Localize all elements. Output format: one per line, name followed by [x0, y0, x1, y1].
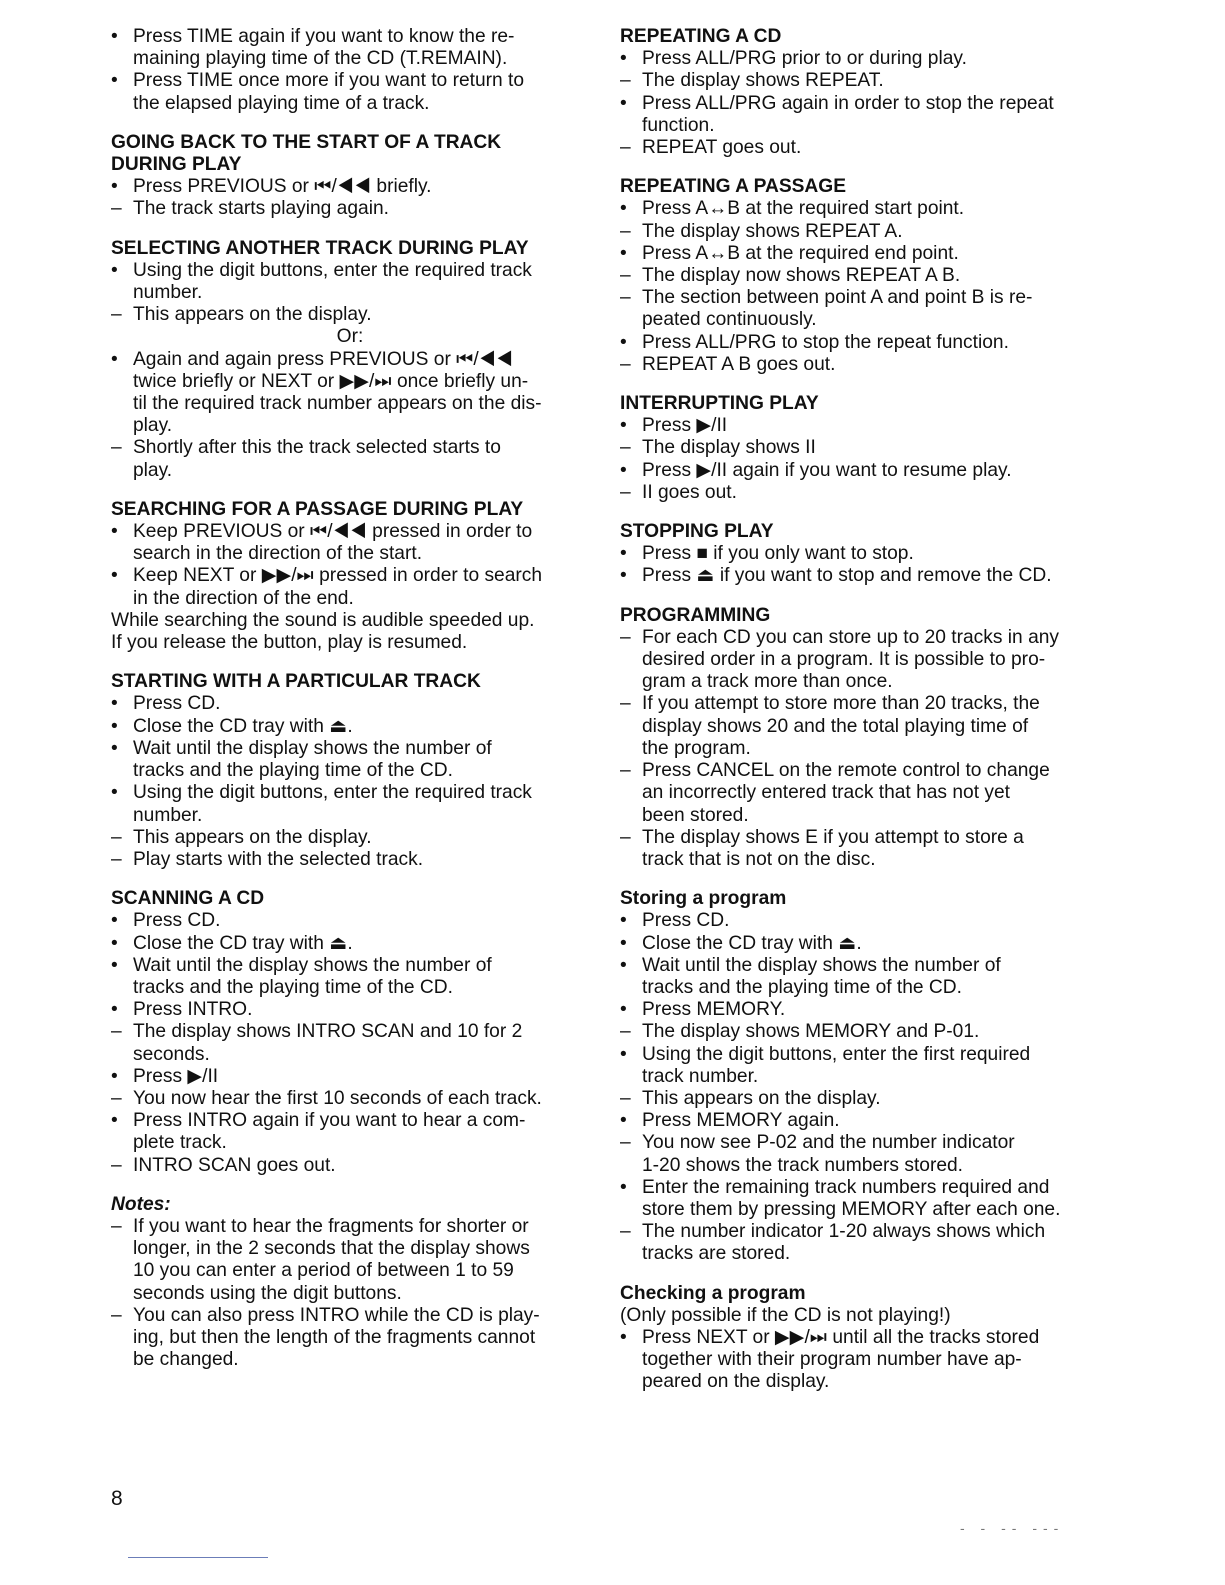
- line-text: Press PREVIOUS or ⏮/◀◀ briefly.: [133, 176, 432, 198]
- line-text: peated continuously.: [642, 309, 817, 331]
- line-text: Press CD.: [133, 910, 221, 932]
- line-text: Wait until the display shows the number of: [133, 954, 492, 976]
- line-text: This appears on the display.: [642, 1087, 881, 1109]
- line-text: function.: [642, 114, 715, 136]
- line-text: The display shows MEMORY and P-01.: [642, 1021, 980, 1043]
- dash-icon: –: [620, 137, 631, 159]
- bullet-icon: •: [111, 521, 118, 543]
- line-text: The display shows REPEAT.: [642, 70, 884, 92]
- text-line: [111, 977, 589, 999]
- text-line: [620, 1243, 1100, 1265]
- text-line: [111, 693, 589, 715]
- bullet-icon: •: [111, 1110, 118, 1132]
- section-heading: SEARCHING FOR A PASSAGE DURING PLAY: [111, 498, 524, 520]
- line-text: The display now shows REPEAT A B.: [642, 265, 961, 287]
- text-line: [111, 1044, 589, 1066]
- line-text: number.: [133, 282, 203, 304]
- text-line: [620, 1371, 1100, 1393]
- dash-icon: –: [620, 1087, 631, 1109]
- line-text: Press MEMORY.: [642, 999, 786, 1021]
- line-text: seconds using the digit buttons.: [133, 1282, 402, 1304]
- dash-icon: –: [111, 1304, 122, 1326]
- line-text: Press ALL/PRG again in order to stop the repeat: [642, 92, 1054, 114]
- line-text: Enter the remaining track numbers required and: [642, 1176, 1050, 1198]
- text-line: [620, 221, 1100, 243]
- bullet-icon: •: [111, 910, 118, 932]
- text-line: [111, 760, 589, 782]
- text-line: [620, 1132, 1100, 1154]
- text-line: [620, 287, 1100, 309]
- line-text: Press CANCEL on the remote control to change: [642, 760, 1050, 782]
- line-text: Press ▶/II: [133, 1065, 219, 1087]
- text-line: [620, 1221, 1100, 1243]
- bullet-icon: •: [620, 48, 627, 70]
- dash-icon: –: [111, 848, 122, 870]
- bullet-icon: •: [620, 1326, 627, 1348]
- text-line: [111, 349, 589, 371]
- dash-icon: –: [620, 437, 631, 459]
- text-line: [111, 910, 589, 932]
- bullet-icon: •: [620, 565, 627, 587]
- line-text: the program.: [642, 737, 751, 759]
- text-line: [111, 565, 589, 587]
- line-text: tracks and the playing time of the CD.: [133, 976, 453, 998]
- bullet-icon: •: [111, 70, 118, 92]
- text-line: [111, 198, 589, 220]
- text-line: [620, 955, 1100, 977]
- line-text: Press ALL/PRG prior to or during play.: [642, 48, 967, 70]
- text-line: [620, 716, 1100, 738]
- section-heading: Checking a program: [620, 1282, 806, 1304]
- bullet-icon: •: [620, 92, 627, 114]
- text-line: [111, 26, 589, 48]
- text-line: [620, 309, 1100, 331]
- line-text: For each CD you can store up to 20 tracks in any: [642, 626, 1060, 648]
- line-text: Play starts with the selected track.: [133, 848, 424, 870]
- line-text: Again and again press PREVIOUS or ⏮/◀◀: [133, 348, 513, 370]
- line-text: desired order in a program. It is possible to pro-: [642, 649, 1046, 671]
- dash-icon: –: [111, 1087, 122, 1109]
- text-line: [620, 198, 1100, 220]
- dash-icon: –: [111, 1215, 122, 1237]
- text-line: [620, 48, 1100, 70]
- line-text: Press TIME once more if you want to return to: [133, 70, 525, 92]
- line-text: While searching the sound is audible speeded up.: [111, 609, 535, 631]
- text-line: [111, 176, 589, 198]
- text-line: [111, 48, 589, 70]
- text-line: [620, 999, 1100, 1021]
- text-line: [620, 805, 1100, 827]
- text-line: [620, 1110, 1100, 1132]
- line-text: Press INTRO.: [133, 999, 253, 1021]
- line-text: together with their program number have ap-: [642, 1349, 1022, 1371]
- line-text: plete track.: [133, 1132, 227, 1154]
- line-text: Press CD.: [133, 693, 221, 715]
- text-line: [111, 1021, 589, 1043]
- text-line: [111, 1260, 589, 1282]
- text-line: [111, 955, 589, 977]
- line-text: Wait until the display shows the number of: [642, 954, 1001, 976]
- line-text: REPEAT goes out.: [642, 137, 802, 159]
- bullet-icon: •: [620, 331, 627, 353]
- text-line: [620, 354, 1100, 376]
- intro-section: [111, 26, 589, 115]
- text-line: [620, 1021, 1100, 1043]
- text-line: [111, 1238, 589, 1260]
- line-text: play.: [133, 459, 173, 481]
- text-line: [620, 693, 1100, 715]
- dash-icon: –: [111, 198, 122, 220]
- bullet-icon: •: [111, 176, 118, 198]
- bullet-icon: •: [620, 459, 627, 481]
- dash-icon: –: [111, 304, 122, 326]
- text-line: [111, 1066, 589, 1088]
- text-line: [620, 137, 1100, 159]
- bullet-icon: •: [111, 737, 118, 759]
- text-line: [620, 760, 1100, 782]
- line-text: The display shows II: [642, 437, 816, 459]
- dash-icon: –: [620, 220, 631, 242]
- text-line: [111, 260, 589, 282]
- scanning-section: [111, 888, 589, 1177]
- line-text: Using the digit buttons, enter the required track: [133, 782, 532, 804]
- text-line: [620, 933, 1100, 955]
- dash-icon: –: [620, 1021, 631, 1043]
- line-text: Press MEMORY again.: [642, 1110, 840, 1132]
- text-line: [111, 805, 589, 827]
- line-text: II goes out.: [642, 481, 737, 503]
- text-line: [111, 437, 589, 459]
- line-text: You now see P-02 and the number indicator: [642, 1132, 1015, 1154]
- dash-icon: –: [620, 1132, 631, 1154]
- bullet-icon: •: [111, 715, 118, 737]
- line-text: play.: [133, 415, 173, 437]
- footer-rule: [128, 1557, 268, 1558]
- text-line: [620, 265, 1100, 287]
- text-line: [111, 543, 589, 565]
- bullet-icon: •: [620, 999, 627, 1021]
- repeating-cd-section: [620, 26, 1100, 159]
- line-text: The display shows E if you attempt to store a: [642, 826, 1024, 848]
- line-text: number.: [133, 804, 203, 826]
- line-text: You now hear the first 10 seconds of each track.: [133, 1087, 542, 1109]
- line-text: Press ■ if you only want to stop.: [642, 543, 914, 565]
- line-text: Press CD.: [642, 910, 730, 932]
- line-text: Using the digit buttons, enter the first required: [642, 1043, 1031, 1065]
- line-text: This appears on the display.: [133, 826, 372, 848]
- bullet-icon: •: [111, 999, 118, 1021]
- dash-icon: –: [620, 353, 631, 375]
- text-line: [620, 70, 1100, 92]
- text-line: [111, 304, 589, 326]
- checking-section: [620, 1283, 1100, 1394]
- stopping-section: [620, 521, 1100, 588]
- line-text: REPEAT A B goes out.: [642, 353, 836, 375]
- line-text: INTRO SCAN goes out.: [133, 1154, 336, 1176]
- text-line: [111, 1327, 589, 1349]
- bullet-icon: •: [620, 198, 627, 220]
- programming-section: [620, 605, 1100, 871]
- left-column: [111, 26, 589, 1388]
- text-line: [620, 910, 1100, 932]
- line-text: an incorrectly entered track that has not yet: [642, 782, 1010, 804]
- text-line: [620, 1155, 1100, 1177]
- text-line: [620, 627, 1100, 649]
- section-heading: INTERRUPTING PLAY: [620, 393, 819, 415]
- text-line: [620, 1349, 1100, 1371]
- text-line: [620, 1044, 1100, 1066]
- line-text: in the direction of the end.: [133, 587, 354, 609]
- text-line: [111, 1216, 589, 1238]
- bullet-icon: •: [620, 910, 627, 932]
- dash-icon: –: [111, 826, 122, 848]
- line-text: twice briefly or NEXT or ▶▶/⏭ once briefly un-: [133, 370, 529, 392]
- line-text: Close the CD tray with ⏏.: [642, 932, 862, 954]
- bullet-icon: •: [620, 543, 627, 565]
- line-text: Press INTRO again if you want to hear a com-: [133, 1110, 526, 1132]
- text-line: [111, 460, 589, 482]
- bullet-icon: •: [111, 565, 118, 587]
- dash-icon: –: [620, 1221, 631, 1243]
- line-text: If you want to hear the fragments for shorter or: [133, 1215, 529, 1237]
- section-heading: PROGRAMMING: [620, 604, 771, 626]
- text-line: [111, 999, 589, 1021]
- section-heading: GOING BACK TO THE START OF A TRACK: [111, 131, 502, 153]
- line-text: til the required track number appears on the dis-: [133, 393, 542, 415]
- text-line: [111, 738, 589, 760]
- text-line: [620, 93, 1100, 115]
- section-heading: SELECTING ANOTHER TRACK DURING PLAY: [111, 237, 529, 259]
- line-text: Keep NEXT or ▶▶/⏭ pressed in order to search: [133, 565, 543, 587]
- text-line: [111, 782, 589, 804]
- text-line: [620, 482, 1100, 504]
- text-line: [111, 1110, 589, 1132]
- text-line: [620, 415, 1100, 437]
- bullet-icon: •: [111, 693, 118, 715]
- line-text: store them by pressing MEMORY after each one.: [642, 1198, 1061, 1220]
- line-text: 10 you can enter a period of between 1 to 59: [133, 1260, 514, 1282]
- text-line: [620, 649, 1100, 671]
- section-heading: Storing a program: [620, 888, 787, 910]
- text-line: [620, 1177, 1100, 1199]
- line-text: track number.: [642, 1065, 759, 1087]
- storing-section: [620, 888, 1100, 1265]
- bullet-icon: •: [111, 348, 118, 370]
- dash-icon: –: [620, 826, 631, 848]
- text-line: [620, 565, 1100, 587]
- bullet-icon: •: [111, 259, 118, 281]
- line-text: the elapsed playing time of a track.: [133, 92, 430, 114]
- notes-heading: Notes:: [111, 1193, 171, 1215]
- line-text: peared on the display.: [642, 1371, 830, 1393]
- text-line: [111, 393, 589, 415]
- line-text: Press NEXT or ▶▶/⏭ until all the tracks stored: [642, 1326, 1040, 1348]
- text-line: [111, 1132, 589, 1154]
- text-line: [111, 610, 589, 632]
- bullet-icon: •: [620, 415, 627, 437]
- text-line: [111, 827, 589, 849]
- text-line: [111, 1088, 589, 1110]
- text-line: [620, 1066, 1100, 1088]
- line-text: tracks and the playing time of the CD.: [133, 760, 453, 782]
- dash-icon: –: [620, 481, 631, 503]
- bullet-icon: •: [111, 954, 118, 976]
- footer-dots: - - -- ---: [960, 1520, 1065, 1536]
- line-text: Press ALL/PRG to stop the repeat function.: [642, 331, 1009, 353]
- line-text: This appears on the display.: [133, 304, 372, 326]
- text-line: [620, 782, 1100, 804]
- line-text: display shows 20 and the total playing time of: [642, 715, 1029, 737]
- text-line: [620, 738, 1100, 760]
- selecting-section: [111, 238, 589, 482]
- line-text: tracks and the playing time of the CD.: [642, 976, 962, 998]
- line-text: been stored.: [642, 804, 749, 826]
- text-line: [111, 1283, 589, 1305]
- line-text: The display shows REPEAT A.: [642, 220, 903, 242]
- right-column: [620, 26, 1100, 1411]
- line-text: longer, in the 2 seconds that the display shows: [133, 1238, 530, 1260]
- line-text: Close the CD tray with ⏏.: [133, 715, 353, 737]
- text-line: [111, 849, 589, 871]
- dash-icon: –: [620, 693, 631, 715]
- text-line: [111, 93, 589, 115]
- line-text: If you release the button, play is resumed.: [111, 632, 468, 654]
- page-number: 8: [111, 1487, 123, 1510]
- text-line: [620, 1199, 1100, 1221]
- dash-icon: –: [620, 626, 631, 648]
- bullet-icon: •: [111, 932, 118, 954]
- line-text: Press A↔B at the required end point.: [642, 242, 959, 264]
- section-heading: REPEATING A PASSAGE: [620, 176, 847, 198]
- text-line: [620, 977, 1100, 999]
- line-text: Keep PREVIOUS or ⏮/◀◀ pressed in order to: [133, 521, 533, 543]
- text-line: [111, 282, 589, 304]
- text-line: [620, 115, 1100, 137]
- section-heading: STARTING WITH A PARTICULAR TRACK: [111, 671, 481, 693]
- section-heading: STOPPING PLAY: [620, 521, 774, 543]
- bullet-icon: •: [620, 1176, 627, 1198]
- bullet-icon: •: [111, 782, 118, 804]
- line-text: Press A↔B at the required start point.: [642, 198, 965, 220]
- bullet-icon: •: [620, 1110, 627, 1132]
- text-line: [620, 543, 1100, 565]
- text-line: [111, 70, 589, 92]
- bullet-icon: •: [620, 932, 627, 954]
- searching-section: [111, 499, 589, 654]
- dash-icon: –: [111, 1154, 122, 1176]
- bullet-icon: •: [620, 1043, 627, 1065]
- interrupting-section: [620, 393, 1100, 504]
- line-text: tracks are stored.: [642, 1243, 791, 1265]
- text-line: [620, 460, 1100, 482]
- text-line: [620, 849, 1100, 871]
- line-text: search in the direction of the start.: [133, 543, 423, 565]
- line-text: The section between point A and point B is re-: [642, 287, 1033, 309]
- line-text: (Only possible if the CD is not playing!): [620, 1304, 951, 1326]
- line-text: ing, but then the length of the fragments cannot: [133, 1326, 536, 1348]
- dash-icon: –: [620, 287, 631, 309]
- dash-icon: –: [111, 437, 122, 459]
- line-text: You can also press INTRO while the CD is play-: [133, 1304, 540, 1326]
- going-back-section: [111, 132, 589, 221]
- text-line: [111, 371, 589, 393]
- line-text: Or:: [336, 326, 364, 348]
- section-heading: DURING PLAY: [111, 154, 242, 176]
- dash-icon: –: [620, 265, 631, 287]
- text-line: [111, 521, 589, 543]
- notes-section: [111, 1194, 589, 1372]
- line-text: The track starts playing again.: [133, 198, 389, 220]
- text-line: [111, 1155, 589, 1177]
- line-text: Close the CD tray with ⏏.: [133, 932, 353, 954]
- text-line: [111, 933, 589, 955]
- bullet-icon: •: [620, 954, 627, 976]
- line-text: gram a track more than once.: [642, 671, 893, 693]
- bullet-icon: •: [620, 242, 627, 264]
- line-text: maining playing time of the CD (T.REMAIN).: [133, 48, 508, 70]
- line-text: The display shows INTRO SCAN and 10 for 2: [133, 1021, 523, 1043]
- text-line: [620, 1088, 1100, 1110]
- dash-icon: –: [620, 70, 631, 92]
- line-text: Press ⏏ if you want to stop and remove the CD.: [642, 565, 1052, 587]
- line-text: 1-20 shows the track numbers stored.: [642, 1154, 964, 1176]
- repeating-passage-section: [620, 176, 1100, 376]
- text-line: [620, 1327, 1100, 1349]
- bullet-icon: •: [111, 1065, 118, 1087]
- bullet-icon: •: [111, 26, 118, 47]
- section-heading: REPEATING A CD: [620, 26, 782, 47]
- text-line: [620, 671, 1100, 693]
- dash-icon: –: [620, 760, 631, 782]
- line-text: be changed.: [133, 1349, 239, 1371]
- line-text: Press ▶/II again if you want to resume play.: [642, 459, 1012, 481]
- text-line: [111, 1305, 589, 1327]
- section-heading: SCANNING A CD: [111, 888, 265, 910]
- text-line: [620, 243, 1100, 265]
- line-text: Wait until the display shows the number of: [133, 737, 492, 759]
- line-text: track that is not on the disc.: [642, 848, 876, 870]
- starting-section: [111, 671, 589, 871]
- line-text: If you attempt to store more than 20 tracks, the: [642, 693, 1040, 715]
- text-line: [111, 632, 589, 654]
- text-line: [111, 588, 589, 610]
- text-line: [620, 332, 1100, 354]
- line-text: seconds.: [133, 1043, 210, 1065]
- text-line: [620, 437, 1100, 459]
- line-text: Press TIME again if you want to know the re-: [133, 26, 515, 47]
- text-line: [111, 415, 589, 437]
- text-line: [111, 716, 589, 738]
- text-line: [111, 1349, 589, 1371]
- text-line: [620, 1305, 1100, 1327]
- text-line: [620, 827, 1100, 849]
- line-text: The number indicator 1-20 always shows which: [642, 1221, 1046, 1243]
- text-line: [111, 326, 589, 348]
- line-text: Using the digit buttons, enter the required track: [133, 259, 532, 281]
- line-text: Shortly after this the track selected starts to: [133, 437, 501, 459]
- dash-icon: –: [111, 1021, 122, 1043]
- line-text: Press ▶/II: [642, 415, 728, 437]
